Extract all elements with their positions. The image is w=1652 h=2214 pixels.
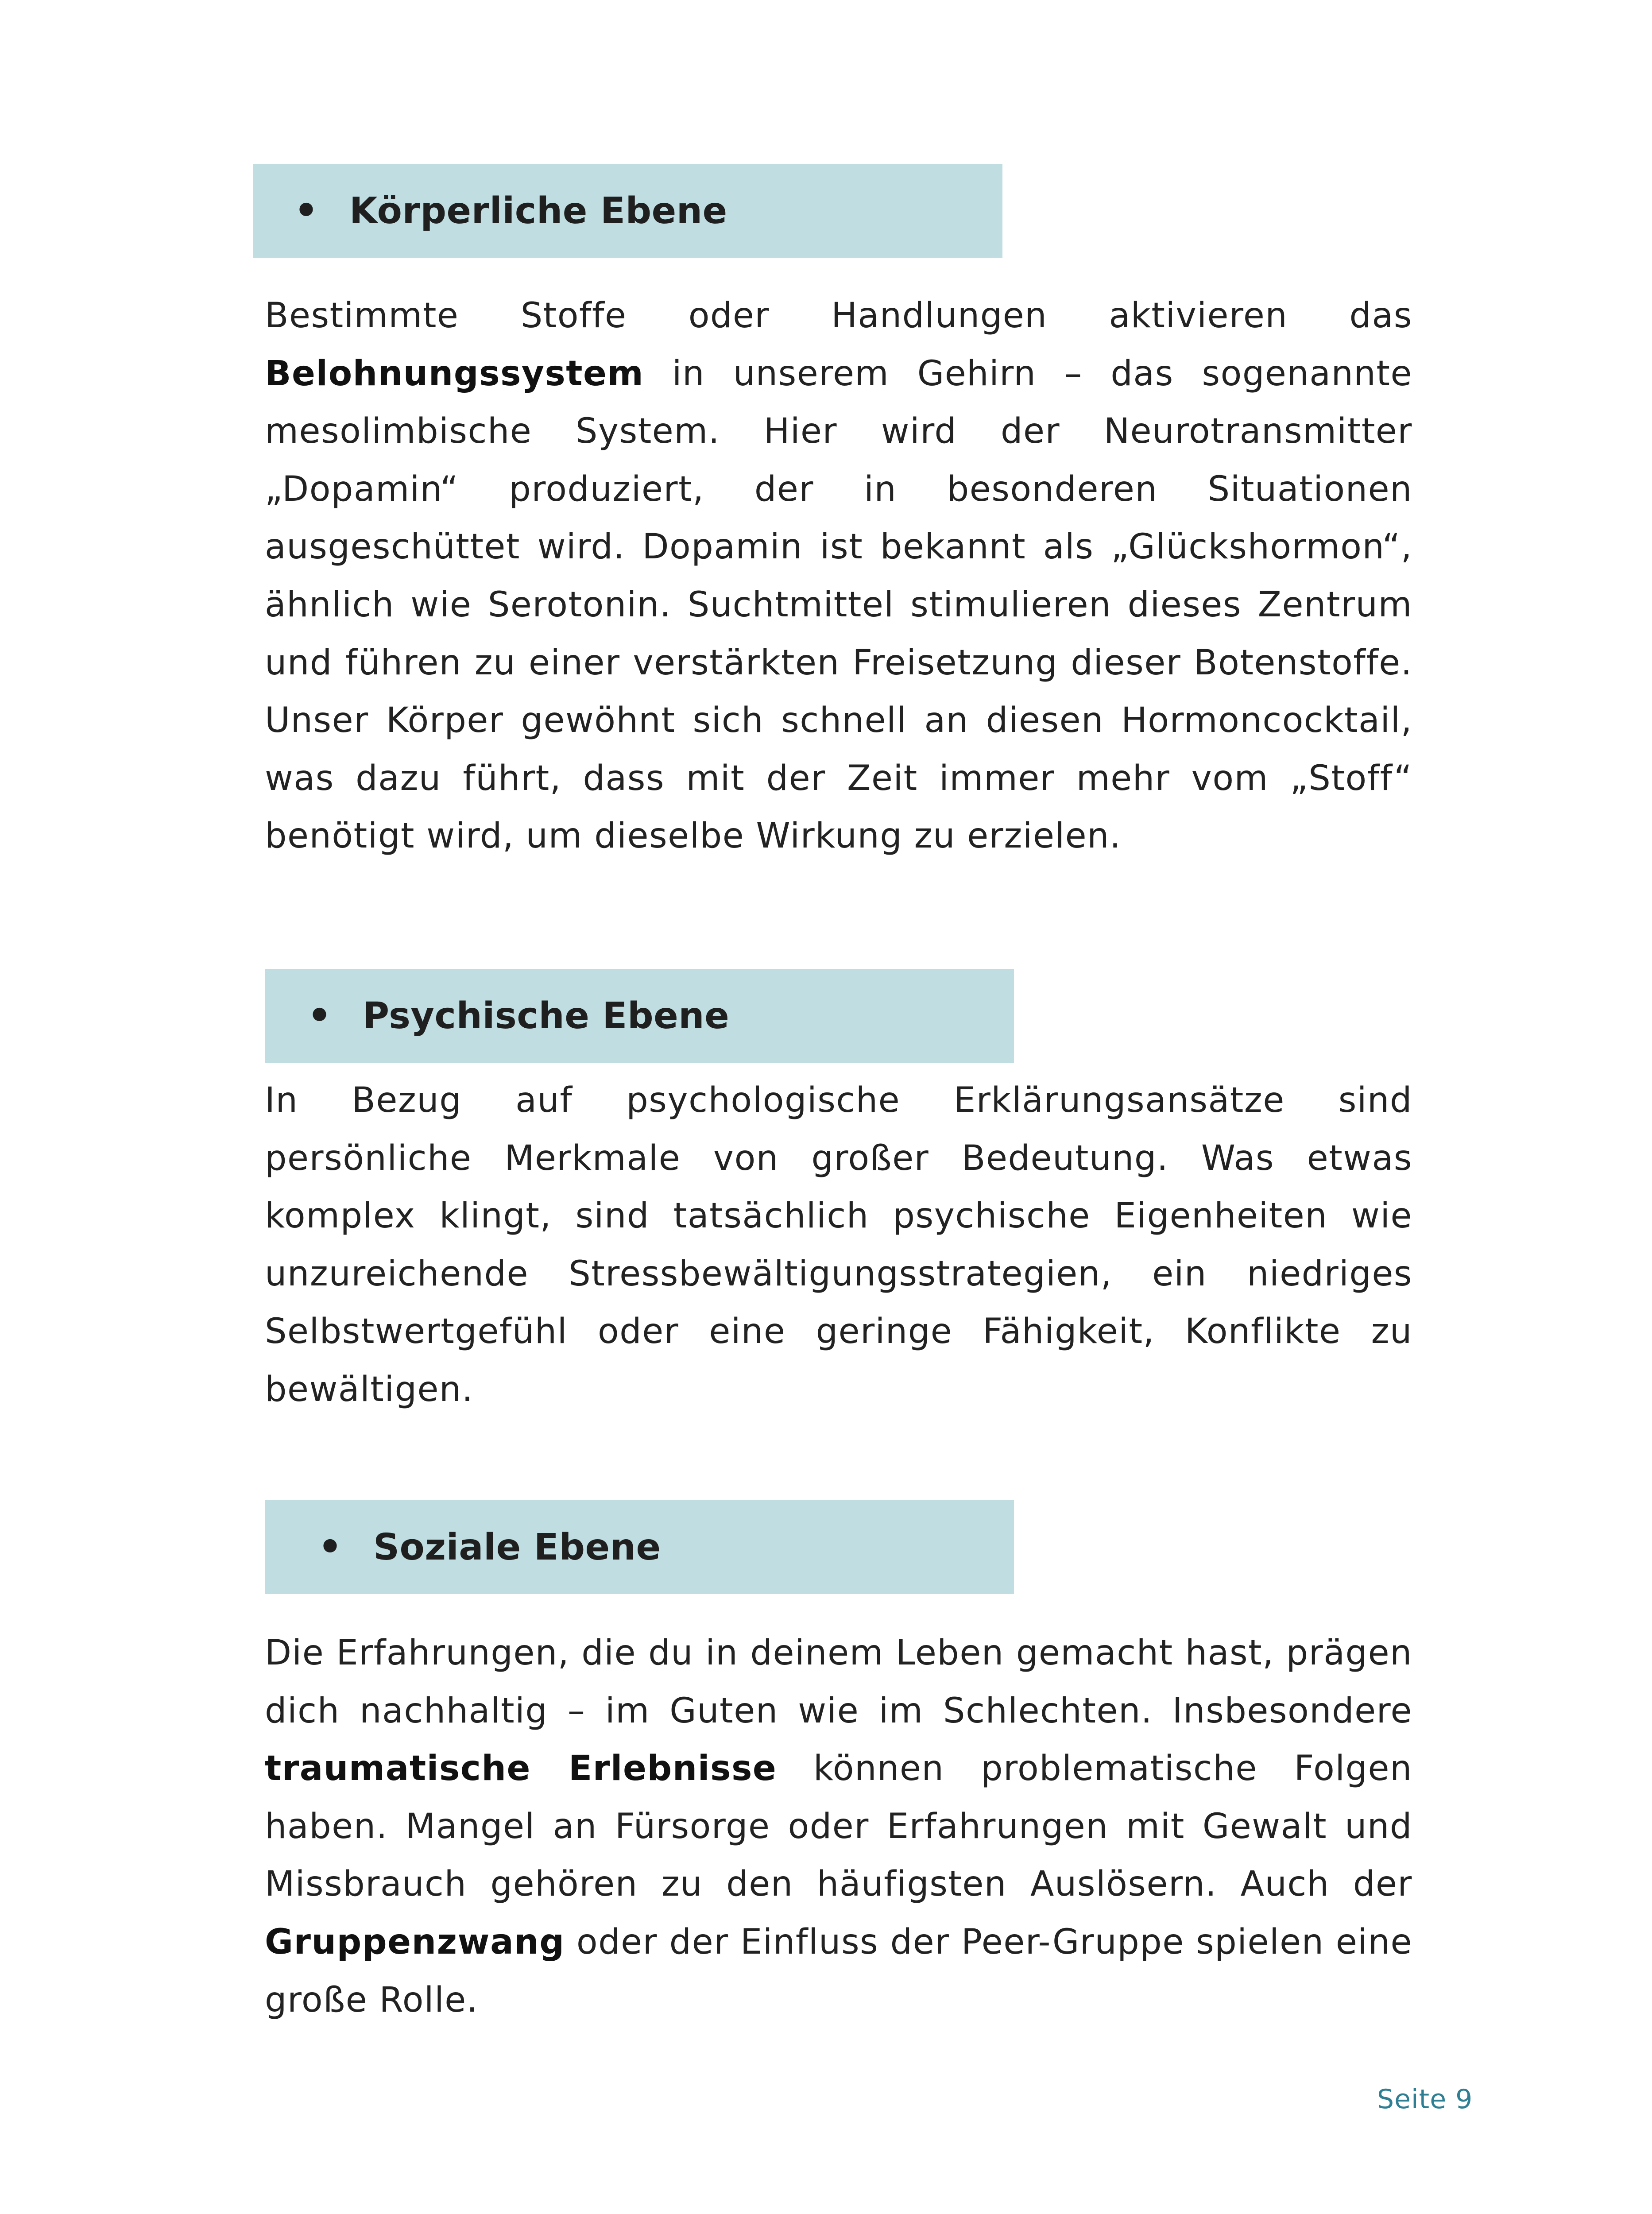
bullet-icon: • (294, 189, 318, 233)
page-number: Seite 9 (1377, 2084, 1473, 2115)
paragraph-text: Die Erfahrungen, die du in deinem Leben gemacht hast, prägen dich nachhaltig – im Guten wie im Schlechten. Insbesondere (265, 1633, 1412, 1731)
section-paragraph-psychische-ebene (265, 1072, 1412, 1419)
section-heading-psychische-ebene (265, 969, 1014, 1063)
bold-term-traumatische-erlebnisse: traumatische Erlebnisse (265, 1749, 777, 1789)
paragraph-text: Bestimmte Stoffe oder Handlungen aktivieren das (265, 296, 1412, 336)
section-paragraph-soziale-ebene (265, 1624, 1412, 2029)
paragraph-text: In Bezug auf psychologische Erklärungsansätze sind persönliche Merkmale von großer Bedeutung. Was etwas komplex klingt, sind tatsächlich psychische Eigenheiten wie unzureichende Stressbewältigungsstrategien, ein niedriges Selbstwertgefühl oder eine geringe Fähigkeit, Konflikte zu bewältigen. (265, 1080, 1412, 1409)
paragraph-text: oder der Einfluss der Peer-Gruppe spielen eine große Rolle. (265, 1922, 1412, 2020)
section-heading-label: Soziale Ebene (373, 1526, 661, 1568)
section-heading-label: Psychische Ebene (362, 995, 730, 1037)
paragraph-text: in unserem Gehirn – das sogenannte mesolimbische System. Hier wird der Neurotransmitter „Dopamin“ produziert, der in besonderen Situationen ausgeschüttet wird. Dopamin ist bekannt als „Glückshormon“, ähnlich wie Serotonin. Suchtmittel stimulieren dieses Zentrum und führen zu einer verstärkten Freisetzung dieser Botenstoffe. Unser Körper gewöhnt sich schnell an diesen Hormoncocktail, was dazu führt, dass mit der Zeit immer mehr vom „Stoff“ benötigt wird, um dieselbe Wirkung zu erzielen. (265, 353, 1412, 856)
section-heading-koerperliche-ebene (253, 164, 1002, 258)
section-heading-soziale-ebene (265, 1500, 1014, 1594)
section-paragraph-koerperliche-ebene (265, 287, 1412, 865)
section-heading-label: Körperliche Ebene (349, 190, 727, 232)
paragraph-text: können problematische Folgen haben. Mangel an Fürsorge oder Erfahrungen mit Gewalt und Missbrauch gehören zu den häufigsten Auslösern. Auch der (265, 1749, 1412, 1904)
bold-term-gruppenzwang: Gruppenzwang (265, 1922, 565, 1962)
bold-term-belohnungssystem: Belohnungssystem (265, 353, 644, 394)
bullet-icon: • (307, 994, 332, 1038)
bullet-icon: • (318, 1525, 342, 1569)
